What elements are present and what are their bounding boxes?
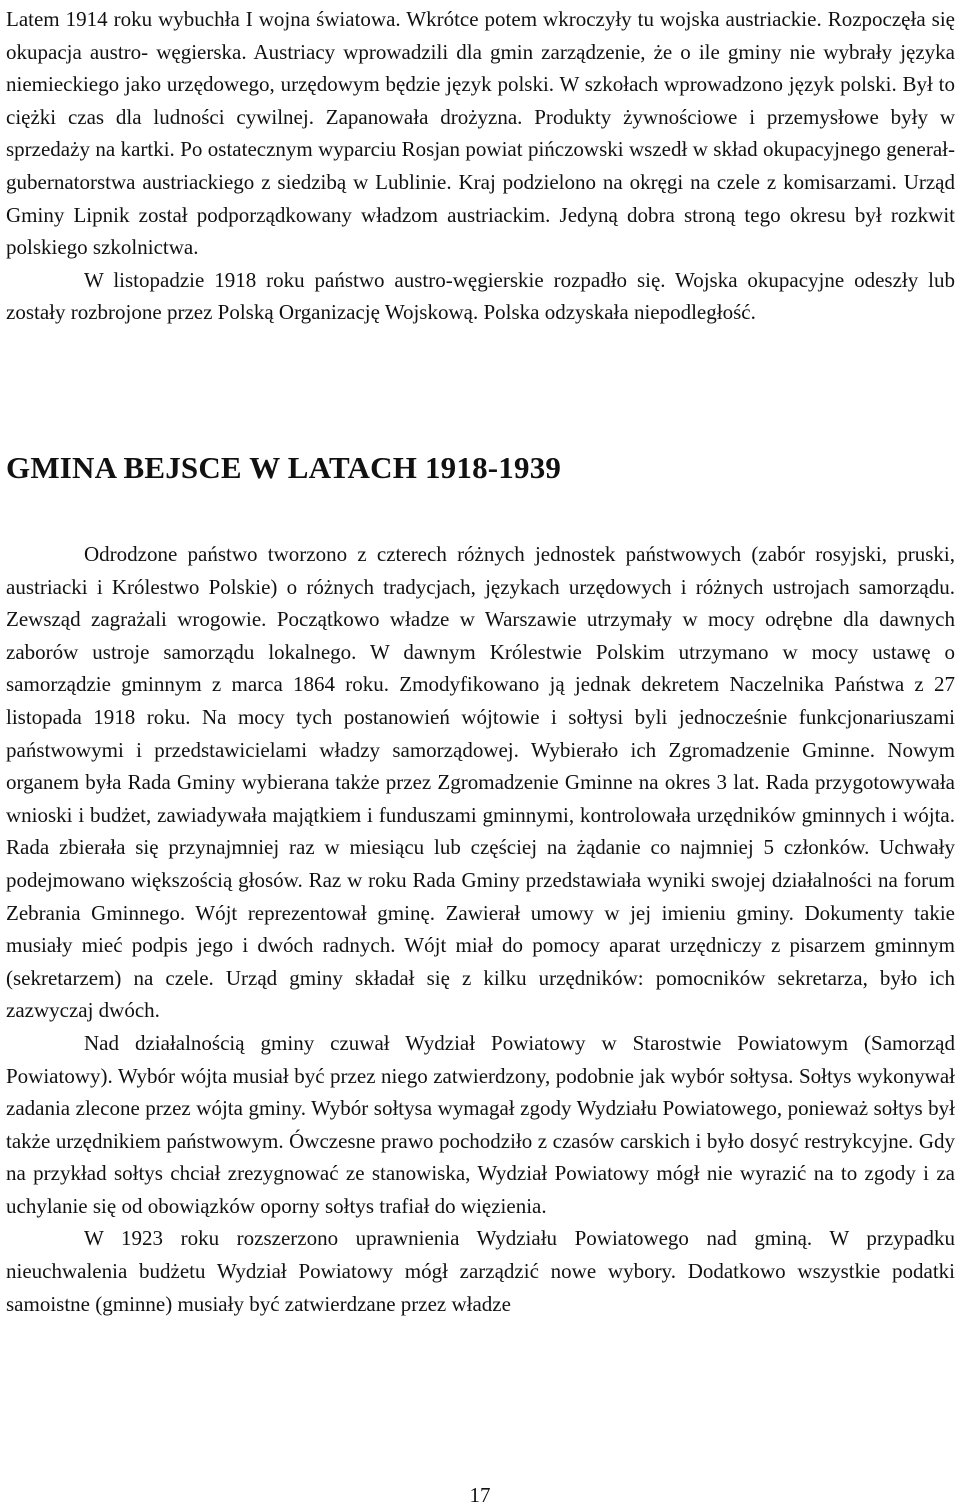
section-heading: GMINA BEJSCE W LATACH 1918-1939 xyxy=(6,450,562,485)
body-paragraph-3: W 1923 roku rozszerzono uprawnienia Wydziału Powiatowego nad gminą. W przypadku nieuchwalenia budżetu Wydział Powiatowy mógł zarządzić nowe wybory. Dodatkowo wszystkie podatki samoistne (gminne) musiały być zatwierdzane przez władze xyxy=(6,1226,955,1316)
intro-text xyxy=(6,3,955,329)
body-paragraph-1: Odrodzone państwo tworzono z czterech różnych jednostek państwowych (zabór rosyjski, pruski, austriacki i Królestwo Polskie) o różnych tradycjach, językach urzędowych i różnych ustrojach samorządu. Zewsząd zagrażali wrogowie. Początkowo władze w Warszawie utrzymały w mocy odrębne dla dawnych zaborów ustroje samorządu lokalnego. W dawnym Królestwie Polskim utrzymano w mocy ustawę o samorządzie gminnym z marca 1864 roku. Zmodyfikowano ją jednak dekretem Naczelnika Państwa z 27 listopada 1918 roku. Na mocy tych postanowień wójtowie i sołtysi byli jednocześnie funkcjonariuszami państwowymi i przedstawicielami władzy samorządowej. Wybierało ich Zgromadzenie Gminne. Nowym organem była Rada Gminy wybierana także przez Zgromadzenie Gminne na okres 3 lat. Rada przygotowywała wnioski i budżet, zawiadywała majątkiem i funduszami gminnymi, kontrolowała urzędników gminnych i wójta. Rada zbierała się przynajmniej raz w miesiącu lub częściej na żądanie co najmniej 5 członków. Uchwały podejmowano większością głosów. Raz w roku Rada Gminy przedstawiała wyniki swojej działalności na forum Zebrania Gminnego. Wójt reprezentował gminę. Zawierał umowy w jej imieniu gminy. Dokumenty takie musiały mieć podpis jego i dwóch radnych. Wójt miał do pomocy aparat urzędniczy z pisarzem gminnym (sekretarzem) na czele. Urząd gminy składał się z kilku urzędników: pomocników sekretarza, było ich zazwyczaj dwóch. xyxy=(6,542,955,1023)
body-paragraph-2: Nad działalnością gminy czuwał Wydział Powiatowy w Starostwie Powiatowym (Samorząd Powiatowy). Wybór wójta musiał być przez niego zatwierdzony, podobnie jak wybór sołtysa. Sołtys wykonywał zadania zlecone przez wójta gminy. Wybór sołtysa wymagał zgody Wydziału Powiatowego, ponieważ sołtys był także urzędnikiem państwowym. Ówczesne prawo pochodziło z czasów carskich i było dosyć restrykcyjne. Gdy na przykład sołtys chciał zrezygnować ze stanowiska, Wydział Powiatowy mógł nie wyrazić na to zgody i za uchylanie się od obowiązków oporny sołtys trafiał do więzienia. xyxy=(6,1030,955,1218)
intro-paragraph-2: W listopadzie 1918 roku państwo austro-węgierskie rozpadło się. Wojska okupacyjne odeszły lub zostały rozbrojone przez Polską Organizację Wojskową. Polska odzyskała niepodległość. xyxy=(6,267,955,325)
page-number: 17 xyxy=(469,1483,491,1507)
section-body xyxy=(6,538,955,1320)
intro-paragraph-1: Latem 1914 roku wybuchła I wojna światowa. Wkrótce potem wkroczyły tu wojska austriackie. Rozpoczęła się okupacja austro- węgierska. Austriacy wprowadzili dla gmin zarządzenie, że o ile gminy nie wybrały języka niemieckiego jako urzędowego, urzędowym będzie język polski. W szkołach wprowadzono język polski. Był to ciężki czas dla ludności cywilnej. Zapanowała drożyzna. Produkty żywnościowe i przemysłowe były w sprzedaży na kartki. Po ostatecznym wyparciu Rosjan powiat pińczowski wszedł w skład okupacyjnego generał-gubernatorstwa austriackiego z siedzibą w Lublinie. Kraj podzielono na okręgi na czele z komisarzami. Urząd Gminy Lipnik został podporządkowany władzom austriackim. Jedyną dobra stroną tego okresu był rozkwit polskiego szkolnictwa. xyxy=(6,7,955,260)
